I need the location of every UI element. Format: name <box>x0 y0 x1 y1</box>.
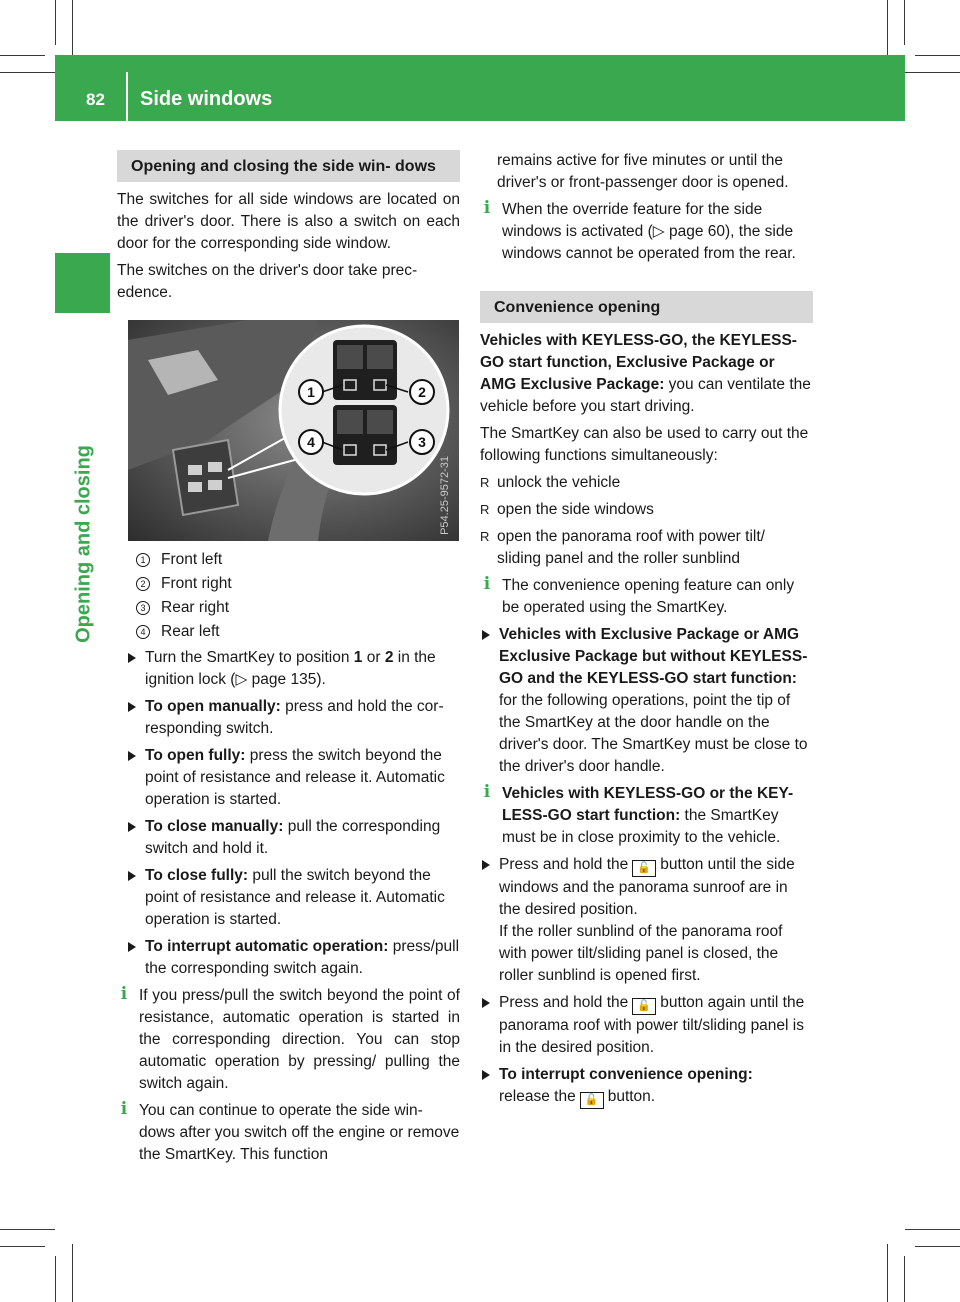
intro-paragraph: The switches for all side windows are located on the driver's door. There is also a switch on each door for the corresponding side window. <box>117 191 460 252</box>
step-text: release the <box>499 1088 576 1105</box>
step-text: pull the corresponding switch and hold it. <box>145 818 441 857</box>
crop-mark <box>887 0 888 58</box>
list-text: open the side windows <box>497 501 654 518</box>
arrow-icon <box>128 702 136 712</box>
instruction-step <box>480 624 813 778</box>
chapter-tab <box>55 253 110 313</box>
arrow-icon <box>128 822 136 832</box>
instruction-step <box>117 816 460 860</box>
step-text: press the switch beyond the point of resistance and release it. Automatic operation is started. <box>145 747 445 808</box>
callout-number: 2 <box>136 577 150 591</box>
svg-text:4: 4 <box>307 434 315 450</box>
svg-text:2: 2 <box>418 384 426 400</box>
crop-mark <box>887 1244 888 1302</box>
svg-text:1: 1 <box>307 384 315 400</box>
photo-illustration <box>128 320 459 541</box>
paragraph <box>480 330 813 418</box>
instruction-step <box>480 1064 813 1109</box>
info-label: Vehicles with KEYLESS-GO or the KEY- LESS-GO start function: <box>502 785 794 824</box>
crop-mark <box>0 55 45 56</box>
step-text: button. <box>607 1088 656 1105</box>
callout-number: 3 <box>136 601 150 615</box>
info-text: The convenience opening feature can only be operated using the SmartKey. <box>502 577 795 616</box>
step-text: button again until the panorama roof with power tilt/sliding panel is in the desired position. <box>499 994 805 1056</box>
arrow-icon <box>128 942 136 952</box>
info-note <box>480 199 813 265</box>
instruction-step <box>117 647 460 691</box>
intro-paragraph: The switches on the driver's door take prec- edence. <box>117 262 418 301</box>
crop-mark <box>0 1229 55 1230</box>
instruction-step <box>117 936 460 980</box>
step-label: Vehicles with Exclusive Package or AMG Exclusive Package but without KEYLESS-GO and the KEYLESS-GO start function: <box>499 626 808 687</box>
paragraph-label: Vehicles with KEYLESS-GO, the KEYLESS- GO start function, Exclusive Package or AMG Exclusive Package: <box>480 332 797 393</box>
step-text: for the following operations, point the tip of the SmartKey at the door handle on the driver's door. The SmartKey must be close to the driver's door handle. <box>499 692 808 775</box>
bullet-icon: R <box>480 502 490 517</box>
page-title: Side windows <box>140 88 273 110</box>
arrow-icon <box>482 630 490 640</box>
info-note <box>480 783 813 849</box>
info-text: the SmartKey must be in close proximity to the vehicle. <box>502 807 781 846</box>
door-switch-photo <box>128 320 459 541</box>
step-label: To open manually: <box>145 698 281 715</box>
step-text: Press and hold the <box>499 994 629 1011</box>
step-text: Turn the SmartKey to position <box>145 649 354 666</box>
image-reference-code: P54.25-9572-31 <box>439 456 451 535</box>
right-column <box>480 150 813 1114</box>
instruction-step <box>117 696 460 740</box>
left-column <box>117 150 460 1171</box>
header-divider <box>126 72 128 121</box>
crop-mark <box>72 1244 73 1302</box>
crop-mark <box>905 1229 960 1230</box>
step-label: To close fully: <box>145 867 249 884</box>
arrow-icon <box>482 860 490 870</box>
crop-mark <box>905 72 960 73</box>
info-text: If you press/pull the switch beyond the point of resistance, automatic operation is started in the corresponding direction. You can stop automatic operation by pressing/ pulling the switch again. <box>139 987 460 1092</box>
callout-number: 1 <box>136 553 150 567</box>
bullet-icon: R <box>480 475 490 490</box>
step-label: To interrupt automatic operation: <box>145 938 389 955</box>
info-icon: i <box>120 984 128 1004</box>
paragraph-text: you can ventilate the vehicle before you start driving. <box>480 376 811 415</box>
arrow-icon <box>482 1070 490 1080</box>
legend-label: Front right <box>161 575 232 592</box>
bullet-icon: R <box>480 529 490 544</box>
legend-item <box>136 621 460 643</box>
info-icon: i <box>120 1099 128 1119</box>
crop-mark <box>0 1246 45 1247</box>
legend-label: Front left <box>161 551 223 568</box>
crop-mark <box>904 1256 905 1302</box>
list-item <box>480 499 813 521</box>
crop-mark <box>915 1246 960 1247</box>
instruction-step <box>480 992 813 1059</box>
step-text: Press and hold the <box>499 856 629 873</box>
crop-mark <box>72 0 73 58</box>
crop-mark <box>915 55 960 56</box>
list-text: open the panorama roof with power tilt/ sliding panel and the roller sunblind <box>497 528 765 567</box>
info-note <box>117 985 460 1095</box>
info-text: You can continue to operate the side win- dows after you switch off the engine or remove the SmartKey. This function <box>139 1102 460 1163</box>
info-note <box>480 575 813 619</box>
key-position: 2 <box>384 649 394 666</box>
info-icon: i <box>483 198 491 218</box>
info-icon: i <box>483 782 491 802</box>
legend-label: Rear right <box>161 599 230 616</box>
list-item <box>480 526 813 570</box>
section-heading: Opening and closing the side win- dows <box>117 150 460 182</box>
arrow-icon <box>128 653 136 663</box>
paragraph: The SmartKey can also be used to carry out the following functions simultaneously: <box>480 425 809 464</box>
arrow-icon <box>128 751 136 761</box>
chapter-label: Opening and closing <box>72 445 95 643</box>
arrow-icon <box>482 998 490 1008</box>
legend-label: Rear left <box>161 623 220 640</box>
crop-mark <box>0 72 55 73</box>
step-label: To interrupt convenience opening: <box>499 1066 753 1083</box>
crop-mark <box>55 0 56 45</box>
instruction-step <box>117 865 460 931</box>
list-text: unlock the vehicle <box>497 474 621 491</box>
step-text: in the ignition lock (▷ page 135). <box>145 649 436 688</box>
callout-number: 4 <box>136 625 150 639</box>
page-number: 82 <box>86 90 105 109</box>
step-label: To open fully: <box>145 747 246 764</box>
unlock-icon: 🔓 <box>580 1092 604 1109</box>
step-label: To close manually: <box>145 818 284 835</box>
step-text: If the roller sunblind of the panorama roof with power tilt/sliding panel is closed, the roller sunblind is opened first. <box>499 923 783 984</box>
arrow-icon <box>128 871 136 881</box>
instruction-step <box>117 745 460 811</box>
list-item <box>480 472 813 494</box>
crop-mark <box>904 0 905 45</box>
step-text: pull the switch beyond the point of resistance and release it. Automatic operation is started. <box>145 867 445 928</box>
legend-item <box>136 573 460 595</box>
legend-item <box>136 597 460 619</box>
key-position: 1 <box>353 649 363 666</box>
legend-item <box>136 549 460 571</box>
instruction-step <box>480 854 813 987</box>
info-note <box>117 1100 460 1166</box>
step-text: button until the side windows and the panorama sunroof are in the desired position. <box>499 856 795 918</box>
step-text: press/pull the corresponding switch again. <box>145 938 460 977</box>
unlock-icon: 🔓 <box>632 860 656 877</box>
info-text: When the override feature for the side windows is activated (▷ page 60), the side windows cannot be operated from the rear. <box>502 201 796 262</box>
svg-text:3: 3 <box>418 434 426 450</box>
crop-mark <box>55 1256 56 1302</box>
section-heading: Convenience opening <box>480 291 813 323</box>
info-icon: i <box>483 574 491 594</box>
step-text: press and hold the cor- responding switch. <box>145 698 444 737</box>
continued-text: remains active for five minutes or until the driver's or front-passenger door is opened. <box>497 152 789 191</box>
step-text: or <box>362 649 385 666</box>
unlock-icon: 🔓 <box>632 998 656 1015</box>
